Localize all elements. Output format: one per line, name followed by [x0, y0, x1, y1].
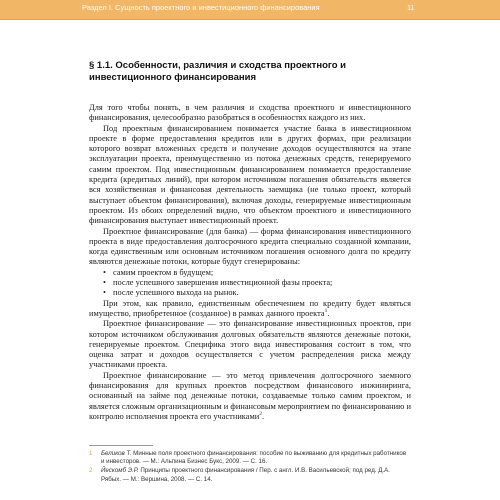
footnote-number: 1 — [89, 451, 93, 457]
paragraph-collateral: При этом, как правило, единственным обеспечением по кредиту будет являться имущество, приобретенное (созданное) в рамках данного проекта$^1$. — [89, 298, 411, 318]
footnote-number: 2 — [89, 468, 93, 475]
footnotes — [89, 450, 411, 485]
page-number: 11 — [407, 3, 415, 12]
list-item: • после успешного завершения инвестиционной фазы проекта; — [103, 278, 411, 288]
section-heading: § 1.1. Особенности, различия и сходства проектного и инвестиционного финансирования — [89, 60, 346, 83]
footnote-divider — [89, 445, 153, 446]
paragraph-collateral-text: При этом, как правило, единственным обеспечением по кредиту будет являться имущество, приобретенное (созданное) в рамках данного проекта — [89, 298, 411, 318]
footnote-author: Йескомб Э.Р. — [101, 467, 139, 475]
paragraph-intro: Для того чтобы понять, в чем различия и сходства проектного и инвестиционного финансирования, целесообразно разобраться в особенностях каждого из них. — [89, 103, 411, 123]
footnote-text: Минные поля проектного финансирования: пособие по выживанию для кредитных работников и инвесторов. — М.: Альпина Бизнес Букс, 2009. — С. 16. — [101, 450, 407, 466]
footnote-1 — [89, 450, 411, 466]
footnote-2 — [89, 467, 411, 483]
list-item: • самим проектом в будущем; — [103, 268, 411, 278]
footnote-ref-1[interactable]: 1 — [324, 308, 328, 315]
running-header — [0, 0, 500, 20]
list-item: • после успешного выхода на рынок. — [103, 288, 411, 298]
footnote-ref-2[interactable]: 2 — [259, 411, 262, 418]
paragraph-long-term-financing-text: Проектное финансирование — это метод привлечения долгосрочного заемного финансирования для крупных проектов посредством финансового инжиниринга, основанный на займе под денежные потоки, создаваемые только самим проектом, и является сложным организационным и финансовым мероприятием по финансированию и контролю исполнения проекта его участниками — [89, 370, 411, 421]
paragraph-long-term-financing: Проектное финансирование — это метод привлечения долгосрочного заемного финансирования для крупных проектов посредством финансового инжиниринга, основанный на займе под денежные потоки, создаваемые только самим проектом, и является сложным организационным и финансовым мероприятием по финансированию и контролю исполнения проекта его участниками$^2$. — [89, 370, 411, 421]
paragraph-investment-projects: Проектное финансирование — это финансирование инвестиционных проектов, при котором источником обслуживания долговых обязательств являются денежные потоки, генерируемые проектом. Специфика этого вида инвестирования состоит в том, что оценка затрат и доходов осуществляется с учетом распределения риска между участниками проекта. — [89, 319, 411, 370]
footnote-author: Беликов Т. — [101, 450, 132, 457]
footnote-text: Принципы проектного финансирования / Пер. с англ. И.В. Васильевской; под ред. Д.А. Рябых. — М.: Вершина, 2008. — С. 14. — [101, 467, 391, 483]
paragraph-project-finance-definition: Проектное финансирование (для банка) — форма финансирования инвестиционного проекта в виде предоставления долгосрочного кредита специально созданной компании, когда единственным или основным источником погашения основного долга по кредиту являются денежные потоки, которые будут сгенерированы: — [89, 226, 411, 267]
running-header-title: Раздел I. Сущность проектного и инвестиционного финансирования — [82, 3, 320, 12]
cash-flow-bullet-list — [89, 268, 411, 299]
paragraph-project-vs-investment: Под проектным финансированием понимается участие банка в инвестиционном проекте в форме предоставления кредитов или в других формах, при реализации которого возврат вложенных средств и получение доходов осуществляются на этапе эксплуатации проекта, преимущественно из потока денежных средств, генерируемого самим проектом. Под инвестиционным финансированием понимается предоставление кредита (кредитных линий), при котором источником погашения обязательств является вся хозяйственная и финансовая деятельность заемщика (не только проект, который выступает объектом финансирования), включая доходы, генерируемые инвестиционным проектом. Из обоих определений видно, что объектом проектного и инвестиционного финансирования выступает инвестиционный проект. — [89, 123, 411, 226]
body-text — [89, 103, 411, 422]
